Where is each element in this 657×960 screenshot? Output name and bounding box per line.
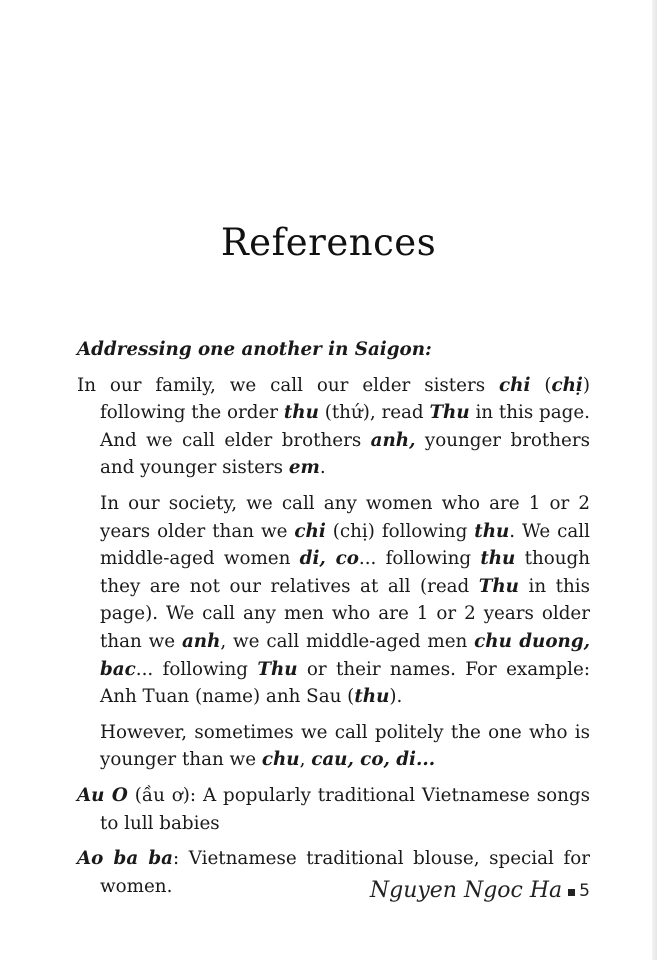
paragraph-polite-terms — [77, 719, 590, 774]
text-span: ... following — [358, 548, 481, 570]
term-di-co: di, co — [299, 548, 359, 570]
term-chi: chi — [294, 520, 326, 542]
text-span: (thứ), read — [318, 402, 430, 424]
term-thu: thu — [480, 548, 516, 570]
text-span: (chị) following — [325, 520, 475, 542]
term-thu: thu — [474, 520, 510, 542]
term-thu: thu — [354, 686, 390, 708]
text-span: in this page. And we call elder brothers — [100, 402, 590, 451]
text-span: . We call middle-aged women — [100, 520, 590, 570]
references-content — [77, 336, 590, 908]
text-span: in this page). We call any men who are 1 or 2 years older than we — [100, 575, 591, 652]
text-span: or their names. For example: Anh Tuan (name) anh Sau ( — [100, 658, 590, 708]
term-cau-co-di: cau, co, di... — [311, 749, 436, 771]
term-chi-accented: chị — [551, 374, 583, 396]
text-span: However, sometimes we call politely the one who is younger than we — [100, 721, 590, 771]
text-span: . — [319, 457, 326, 479]
paragraph-family-terms — [77, 372, 590, 482]
definition-text: (ầu ơ): A popularly traditional Vietnamese songs to lull babies — [100, 784, 590, 834]
term-anh: anh — [181, 630, 221, 652]
term-chu: chu — [261, 749, 300, 771]
entry-au-o — [77, 782, 590, 837]
term-thu-ref: Thu — [478, 575, 519, 597]
text-span: In our society, we call any women who are 1 or 2 years older than we — [100, 492, 590, 542]
term-thu: thu — [283, 402, 319, 424]
page-number: 5 — [579, 880, 590, 901]
text-span: , — [299, 749, 312, 771]
term-thu-ref: Thu — [257, 658, 298, 680]
text-span: ) following the order — [100, 374, 591, 424]
page-edge — [652, 0, 657, 960]
page-title: References — [220, 220, 437, 264]
author-name: Nguyen Ngoc Ha — [369, 878, 563, 903]
text-span: , we call middle-aged men — [220, 630, 475, 652]
text-span: younger brothers and younger sisters — [100, 429, 590, 479]
text-span: though they are not our relatives at all (read — [100, 548, 590, 597]
text-span: In our family, we call our elder sisters — [77, 374, 500, 396]
section-heading: Addressing one another in Saigon: — [77, 339, 432, 360]
text-span: ... following — [135, 658, 258, 680]
square-bullet-icon — [568, 889, 575, 896]
term-chi: chi — [499, 374, 531, 396]
paragraph-society-terms — [77, 490, 590, 711]
term-ao-ba-ba: Ao ba ba — [77, 848, 173, 870]
term-thu-ref: Thu — [429, 402, 470, 424]
term-anh: anh, — [370, 429, 416, 451]
page-footer — [370, 878, 590, 903]
text-span: ( — [530, 374, 552, 396]
text-span: ). — [389, 686, 403, 708]
term-au-o: Au O — [77, 784, 128, 806]
term-chu-duong-bac: chu duong, bac — [100, 630, 590, 680]
definition-text: : Vietnamese traditional blouse, special for women. — [100, 848, 590, 897]
term-em: em — [288, 457, 320, 479]
